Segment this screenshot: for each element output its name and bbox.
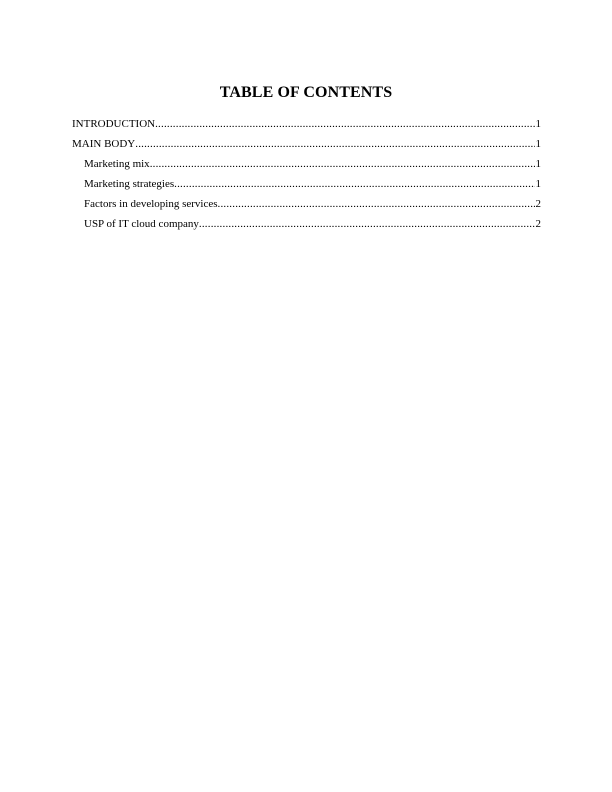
toc-entry-page-number: 2	[535, 218, 541, 230]
toc-entry-label: MAIN BODY	[72, 138, 136, 150]
toc-entry-factors-in-developing-services[interactable]	[72, 197, 541, 217]
toc-dot-leader	[155, 117, 534, 131]
toc-entry-label: USP of IT cloud company	[84, 218, 199, 230]
toc-entry-marketing-mix[interactable]	[72, 157, 541, 177]
toc-entry-label: Factors in developing services	[84, 198, 218, 210]
toc-entry-page-number: 1	[535, 118, 541, 130]
toc-entry-introduction[interactable]	[72, 117, 541, 137]
toc-dot-leader	[199, 217, 535, 231]
toc-dot-leader	[135, 137, 534, 151]
toc-dot-leader	[218, 197, 535, 211]
toc-list	[72, 117, 541, 237]
toc-entry-page-number: 1	[535, 178, 541, 190]
toc-dot-leader	[174, 177, 534, 191]
toc-entry-page-number: 1	[535, 138, 541, 150]
toc-entry-main-body[interactable]	[72, 137, 541, 157]
toc-entry-label: Marketing strategies	[84, 178, 175, 190]
toc-title: TABLE OF CONTENTS	[219, 84, 393, 101]
toc-entry-label: Marketing mix	[84, 158, 150, 170]
toc-entry-usp-of-it-cloud-company[interactable]	[72, 217, 541, 237]
toc-entry-page-number: 2	[535, 198, 541, 210]
toc-entry-page-number: 1	[535, 158, 541, 170]
toc-entry-label: INTRODUCTION	[72, 118, 156, 130]
toc-dot-leader	[150, 157, 535, 171]
toc-entry-marketing-strategies[interactable]	[72, 177, 541, 197]
